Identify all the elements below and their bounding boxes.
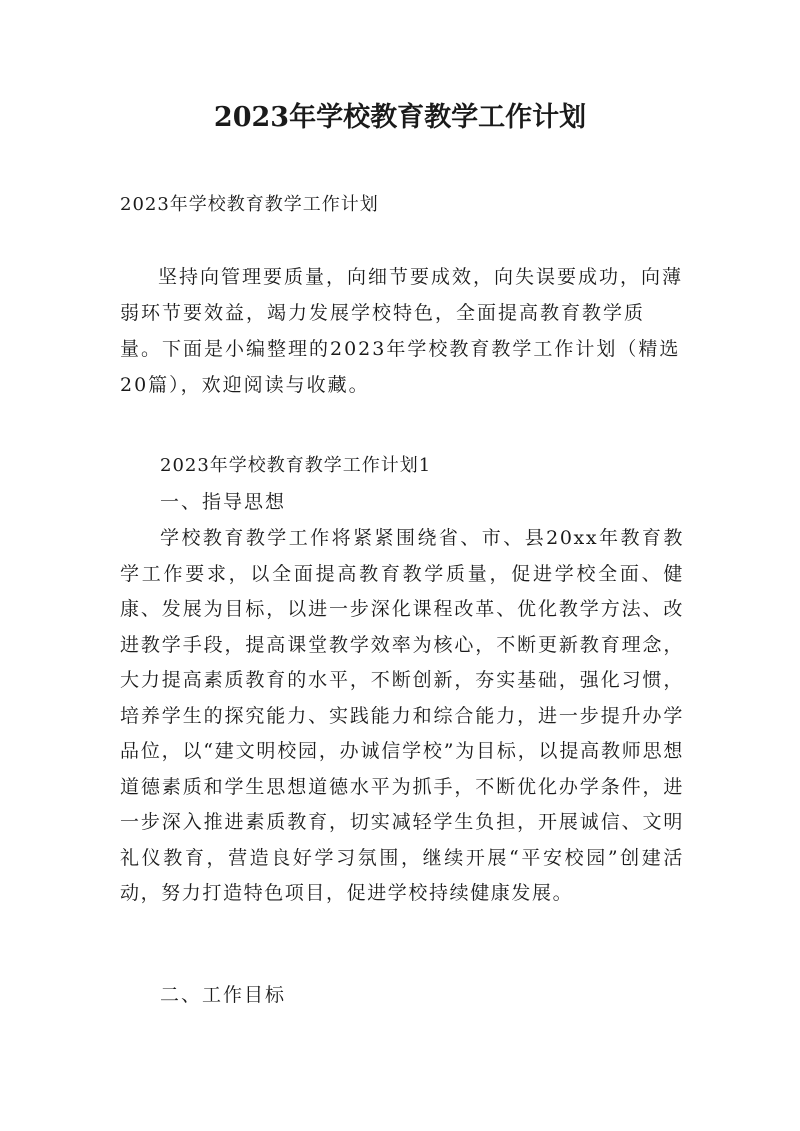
body-paragraph: 学校教育教学工作将紧紧围绕省、市、县20xx年教育教学工作要求，以全面提高教育教学质量，促进学校全面、健康、发展为目标，以进一步深化课程改革、优化教学方法、改进教学手段，提高课堂教学效率为核心，不断更新教育理念，大力提高素质教育的水平，不断创新，夯实基础，强化习惯，培养学生的探究能力、实践能力和综合能力，进一步提升办学品位，以“建文明校园，办诚信学校”为目标，以提高教师思想道德素质和学生思想道德水平为抓手，不断优化办学条件，进一步深入推进素质教育，切实减轻学生负担，开展诚信、文明礼仪教育，营造良好学习氛围，继续开展“平安校园”创建活动，努力打造特色项目，促进学校持续健康发展。 xyxy=(120,527,684,904)
heading-guiding-ideology: 一、指导思想 xyxy=(160,491,287,513)
heading-work-goals: 二、工作目标 xyxy=(160,984,287,1006)
intro-paragraph: 坚持向管理要质量，向细节要成效，向失误要成功，向薄弱环节要效益，竭力发展学校特色，全面提高教育教学质量。下面是小编整理的2023年学校教育教学工作计划（精选20篇），欢迎阅读与收藏。 xyxy=(120,266,684,396)
document-title: 2023年学校教育教学工作计划 xyxy=(213,102,587,133)
document-subtitle: 2023年学校教育教学工作计划 xyxy=(120,194,379,215)
section-title: 2023年学校教育教学工作计划1 xyxy=(160,455,432,476)
